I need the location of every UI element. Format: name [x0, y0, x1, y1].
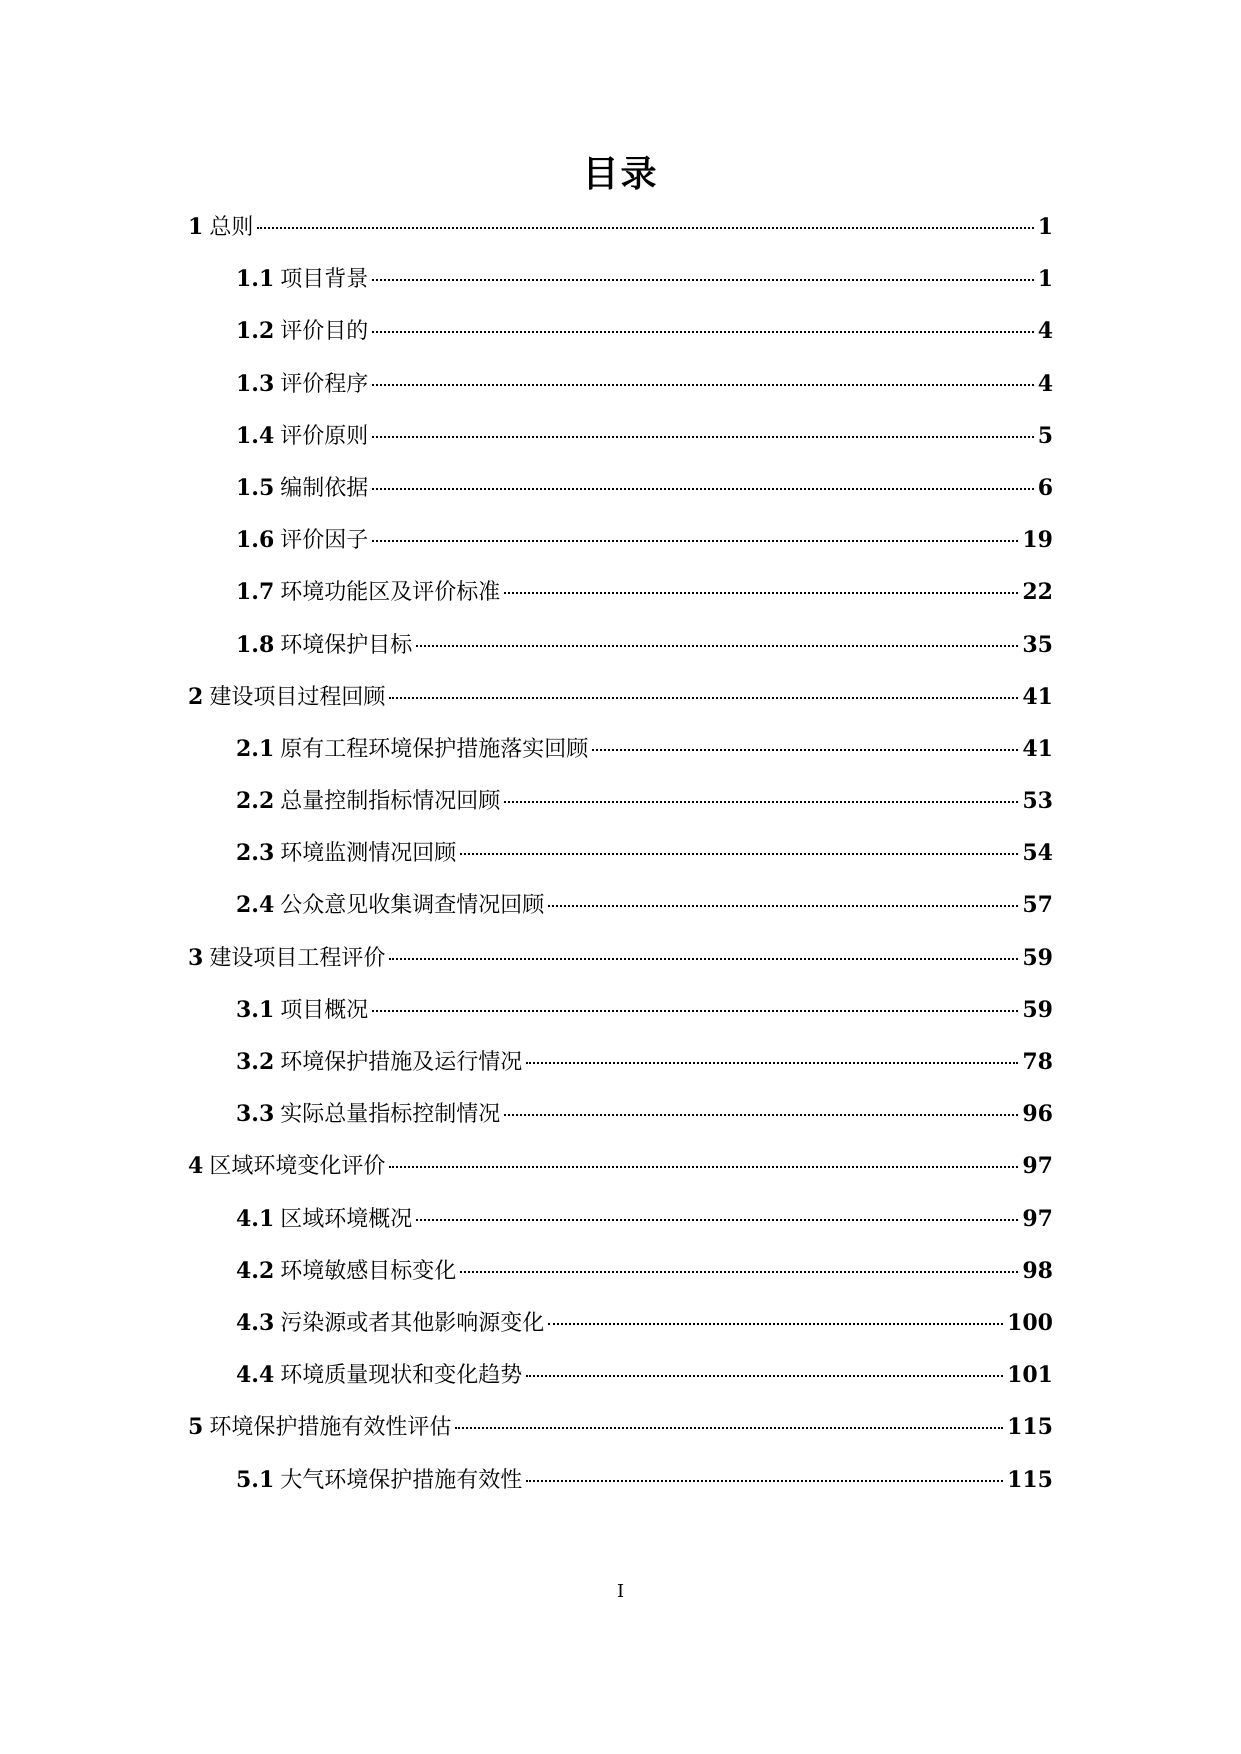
toc-entry-title: 区域环境概况 [280, 1206, 413, 1232]
toc-entry-label [236, 1256, 456, 1287]
dot-leader [504, 592, 1018, 594]
dot-leader [416, 645, 1018, 647]
toc-entry-number: 2 [188, 683, 204, 710]
toc-entry-title: 公众意见收集调查情况回顾 [280, 893, 545, 919]
toc-entry-page-number: 4 [1037, 370, 1053, 397]
toc-entry-page-number: 59 [1022, 996, 1053, 1023]
toc-entry-title: 原有工程环境保护措施落实回顾 [280, 736, 589, 762]
toc-entry-number: 4.2 [236, 1257, 275, 1284]
toc-entry-title: 环境质量现状和变化趋势 [280, 1363, 523, 1389]
toc-entry[interactable] [0, 473, 1241, 525]
toc-entry-page-number: 5 [1037, 422, 1053, 449]
dot-leader [372, 1010, 1018, 1012]
toc-entry[interactable] [0, 1412, 1241, 1464]
dot-leader [416, 1219, 1018, 1221]
toc-entry-page-number: 19 [1022, 527, 1053, 554]
toc-entry-page-number: 6 [1037, 474, 1053, 501]
toc-entry[interactable] [0, 630, 1241, 682]
toc-entry-page-number: 1 [1037, 266, 1053, 293]
toc-entry-title: 编制依据 [280, 475, 369, 501]
toc-entry-page-number: 98 [1022, 1257, 1053, 1284]
dot-leader [548, 905, 1018, 907]
toc-entry-label [236, 577, 500, 608]
toc-entry-label [236, 421, 368, 452]
toc-entry[interactable] [0, 1204, 1241, 1256]
toc-entry-label [188, 1412, 451, 1443]
dot-leader [389, 958, 1018, 960]
toc-entry-label [236, 630, 412, 661]
toc-entry-title: 实际总量指标控制情况 [280, 1102, 501, 1128]
dot-leader [372, 540, 1018, 542]
toc-entry-number: 1 [188, 214, 204, 240]
dot-leader [526, 1480, 1003, 1482]
dot-leader [389, 697, 1018, 699]
toc-entry-label [236, 264, 368, 295]
dot-leader [526, 1062, 1018, 1064]
toc-entry-label [236, 369, 368, 400]
toc-entry-title: 评价目的 [280, 319, 369, 345]
toc-entry-label [236, 1465, 522, 1496]
toc-entry[interactable] [0, 1256, 1241, 1308]
toc-entry-number: 3.2 [236, 1049, 275, 1075]
toc-entry-label [236, 473, 368, 504]
toc-entry-label [236, 1308, 544, 1339]
toc-entry-label [188, 943, 385, 974]
toc-entry[interactable] [0, 1308, 1241, 1360]
toc-entry-title: 总则 [209, 215, 254, 240]
toc-entry-title: 环境敏感目标变化 [280, 1258, 457, 1284]
toc-entry-page-number: 54 [1022, 840, 1053, 867]
toc-entry-title: 总量控制指标情况回顾 [280, 789, 501, 815]
toc-entry[interactable] [0, 1047, 1241, 1099]
toc-entry-number: 3.3 [236, 1101, 275, 1128]
dot-leader [460, 1271, 1018, 1273]
toc-entry-page-number: 53 [1022, 788, 1053, 815]
toc-entry-number: 3.1 [236, 996, 275, 1023]
toc-entry-label [236, 525, 368, 556]
dot-leader [372, 384, 1033, 386]
dot-leader [455, 1427, 1003, 1429]
toc-entry-title: 环境监测情况回顾 [280, 841, 457, 867]
toc-entry-label [236, 1099, 500, 1130]
toc-entry-number: 5.1 [236, 1466, 275, 1493]
dot-leader [460, 853, 1018, 855]
toc-entry-page-number: 100 [1007, 1309, 1053, 1336]
toc-entry[interactable] [0, 1465, 1241, 1517]
toc-entry-label [236, 1047, 522, 1078]
toc-entry-page-number: 78 [1022, 1049, 1053, 1075]
toc-entry-title: 污染源或者其他影响源变化 [280, 1310, 545, 1336]
toc-entry-number: 1.1 [236, 266, 275, 293]
toc-entry-label [236, 316, 368, 347]
toc-entry[interactable] [0, 369, 1241, 421]
toc-entry[interactable] [0, 838, 1241, 890]
toc-entry[interactable] [0, 734, 1241, 786]
toc-entry-number: 4.1 [236, 1205, 275, 1232]
toc-entry-number: 1.3 [236, 370, 275, 397]
toc-entry-page-number: 115 [1007, 1414, 1053, 1441]
toc-entry-label [188, 682, 385, 713]
dot-leader [372, 488, 1033, 490]
page-number-footer: I [616, 1581, 625, 1602]
dot-leader [548, 1323, 1003, 1325]
toc-entry-number: 2.3 [236, 840, 275, 867]
toc-entry-number: 3 [188, 944, 204, 971]
toc-entry[interactable] [0, 421, 1241, 473]
toc-entry-page-number: 101 [1007, 1362, 1053, 1389]
dot-leader [372, 436, 1033, 438]
toc-entry-page-number: 22 [1022, 579, 1053, 606]
toc-entry-title: 评价原则 [280, 423, 369, 449]
toc-entry-page-number: 1 [1037, 214, 1053, 240]
dot-leader [389, 1166, 1018, 1168]
toc-entry-label [236, 1360, 522, 1391]
toc-entry-number: 1.7 [236, 579, 275, 606]
toc-entry-page-number: 4 [1037, 318, 1053, 345]
toc-entry-title: 环境保护目标 [280, 632, 413, 658]
toc-entry-page-number: 57 [1022, 892, 1053, 919]
toc-entry-page-number: 115 [1007, 1466, 1053, 1493]
toc-entry-page-number: 35 [1022, 631, 1053, 658]
toc-entry[interactable] [0, 890, 1241, 942]
toc-entry-number: 4.4 [236, 1362, 275, 1389]
toc-entry[interactable] [0, 525, 1241, 577]
toc-entry-number: 1.2 [236, 318, 275, 345]
toc-entry-label [236, 786, 500, 817]
toc-entry-title: 环境功能区及评价标准 [280, 580, 501, 606]
toc-entry[interactable] [0, 995, 1241, 1047]
dot-leader [504, 1114, 1018, 1116]
toc-entry-title: 环境保护措施有效性评估 [209, 1415, 452, 1441]
dot-leader [257, 227, 1033, 229]
toc-entry-label [236, 1204, 412, 1235]
toc-entry[interactable] [0, 1099, 1241, 1151]
toc-entry-title: 项目概况 [280, 997, 369, 1023]
dot-leader [372, 331, 1033, 333]
toc-entry-title: 环境保护措施及运行情况 [280, 1050, 523, 1075]
toc-entry[interactable] [0, 1151, 1241, 1203]
toc-entry[interactable] [0, 786, 1241, 838]
toc-entry-label [188, 1151, 385, 1182]
toc-entry-label [236, 890, 544, 921]
toc-entry-title: 建设项目工程评价 [209, 945, 386, 971]
dot-leader [372, 279, 1033, 281]
toc-entry-number: 2.4 [236, 892, 275, 919]
toc-entry-title: 项目背景 [280, 267, 369, 293]
toc-entry[interactable] [0, 316, 1241, 368]
toc-entry[interactable] [0, 577, 1241, 629]
toc-entry-label [236, 995, 368, 1026]
toc-entry-number: 1.8 [236, 631, 275, 658]
toc-entry[interactable] [0, 1360, 1241, 1412]
toc-entry[interactable] [0, 264, 1241, 316]
toc-entry-page-number: 96 [1022, 1101, 1053, 1128]
toc-entry-title: 建设项目过程回顾 [209, 684, 386, 710]
toc-entry-title: 大气环境保护措施有效性 [280, 1467, 523, 1493]
toc-entry[interactable] [0, 212, 1241, 264]
page-title: 目录 [582, 154, 659, 195]
toc-entry-number: 1.5 [236, 474, 275, 501]
toc-entry-number: 4 [188, 1153, 204, 1180]
toc-entry-number: 1.6 [236, 527, 275, 554]
toc-entry-number: 1.4 [236, 422, 275, 449]
table-of-contents [0, 212, 1241, 1517]
toc-entry-label [188, 212, 253, 243]
toc-entry-title: 评价程序 [280, 371, 369, 397]
toc-entry-page-number: 59 [1022, 944, 1053, 971]
toc-entry[interactable] [0, 682, 1241, 734]
toc-entry-page-number: 97 [1022, 1205, 1053, 1232]
dot-leader [504, 801, 1018, 803]
toc-entry-number: 2.2 [236, 788, 275, 815]
toc-entry-number: 5 [188, 1414, 204, 1441]
toc-entry[interactable] [0, 943, 1241, 995]
toc-entry-page-number: 41 [1022, 735, 1053, 762]
toc-entry-title: 区域环境变化评价 [209, 1154, 386, 1180]
toc-entry-number: 2.1 [236, 735, 275, 762]
toc-entry-title: 评价因子 [280, 528, 369, 554]
toc-entry-page-number: 97 [1022, 1153, 1053, 1180]
dot-leader [592, 749, 1018, 751]
toc-entry-label [236, 734, 588, 765]
toc-entry-page-number: 41 [1022, 683, 1053, 710]
toc-entry-label [236, 838, 456, 869]
dot-leader [526, 1375, 1003, 1377]
toc-entry-number: 4.3 [236, 1309, 275, 1336]
